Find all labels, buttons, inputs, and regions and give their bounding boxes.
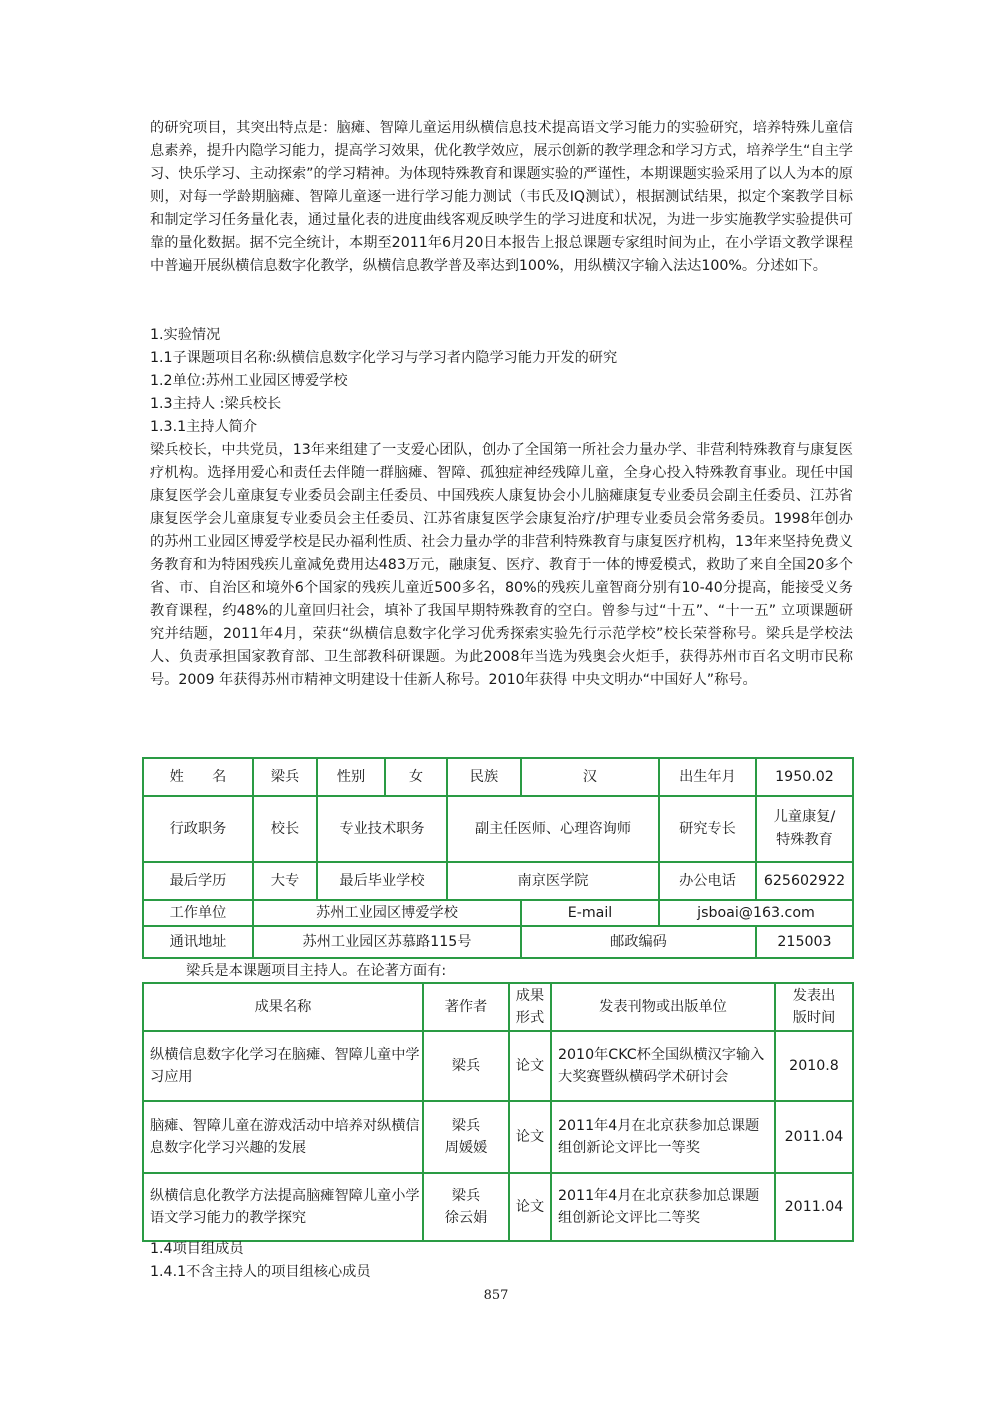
ethnicity-value: 汉 (521, 758, 659, 796)
work-time: 2011.04 (775, 1101, 853, 1173)
school-label: 最后毕业学校 (317, 862, 447, 900)
header-form-line-1: 成果 (515, 988, 545, 1004)
page-number: 857 (483, 1288, 509, 1303)
header-publisher: 发表刊物或出版单位 (551, 983, 775, 1031)
birth-value: 1950.02 (756, 758, 853, 796)
work-publisher: 2011年4月在北京获参加总课题组创新论文评比一等奖 (551, 1101, 775, 1173)
name-value: 梁兵 (253, 758, 317, 796)
specialty-line-2: 特殊教育 (776, 832, 833, 848)
works-intro: 梁兵是本课题项目主持人。在论著方面有: (186, 963, 447, 979)
school-value: 南京医学院 (447, 862, 659, 900)
work-form: 论文 (509, 1173, 551, 1241)
heading-1: 1.实验情况 (150, 327, 221, 343)
address-label: 通讯地址 (143, 926, 253, 958)
work-publisher: 2010年CKC杯全国纵横汉字输入大奖赛暨纵横码学术研讨会 (551, 1031, 775, 1101)
work-author (423, 1173, 509, 1241)
admin-value: 校长 (253, 796, 317, 862)
edu-value: 大专 (253, 862, 317, 900)
work-author (423, 1031, 509, 1101)
work-time: 2011.04 (775, 1173, 853, 1241)
work-author-line-1: 梁兵 (451, 1058, 481, 1074)
header-time-line-2: 版时间 (792, 1010, 836, 1026)
ethnicity-label: 民族 (447, 758, 521, 796)
phone-label: 办公电话 (659, 862, 756, 900)
specialty-value (756, 796, 853, 862)
tech-label: 专业技术职务 (317, 796, 447, 862)
work-title: 纵横信息数字化学习在脑瘫、智障儿童中学习应用 (143, 1031, 423, 1101)
header-time (775, 983, 853, 1031)
postcode-label: 邮政编码 (521, 926, 756, 958)
specialty-label: 研究专长 (659, 796, 756, 862)
email-label: E-mail (521, 900, 659, 926)
name-label: 姓 名 (143, 758, 253, 796)
heading-1-2: 1.2单位:苏州工业园区博爱学校 (150, 373, 348, 389)
heading-1-1: 1.1子课题项目名称:纵横信息数字化学习与学习者内隐学习能力开发的研究 (150, 350, 618, 366)
profile-table (142, 757, 854, 959)
bio-paragraph: 梁兵校长，中共党员，13年来组建了一支爱心团队，创办了全国第一所社会力量办学、非营利特殊教育与康复医疗机构。选择用爱心和责任去伴随一群脑瘫、智障、孤独症神经残障儿童，全身心投入特殊教育事业。现任中国康复医学会儿童康复专业委员会副主任委员、中国残疾人康复协会小儿脑瘫康复专业委员会副主任委员、江苏省康复医学会儿童康复专业委员会主任委员、江苏省康复医学会康复治疗/护理专业委员会常务委员。1998年创办的苏州工业园区博爱学校是民办福利性质、社会力量办学的非营利特殊教育与康复医疗机构，13年来坚持免费义务教育和为特困残疾儿童减免费用达483万元，融康复、医疗、教育于一体的博爱模式，救助了来自全国20多个省、市、自治区和境外6个国家的残疾儿童近500多名，80%的残疾儿童智商分别有10-40分提高，能接受义务教育课程，约48%的儿童回归社会，填补了我国早期特殊教育的空白。曾参与过“十五”、“十一五” 立项课题研究并结题，2011年4月，荣获“纵横信息数字化学习优秀探索实验先行示范学校”校长荣誉称号。梁兵是学校法人、负责承担国家教育部、卫生部教科研课题。为此2008年当选为残奥会火炬手，获得苏州市百名文明市民称号。2009 年获得苏州市精神文明建设十佳新人称号。2010年获得 中央文明办“中国好人”称号。 (150, 442, 853, 688)
work-title: 纵横信息化教学方法提高脑瘫智障儿童小学语文学习能力的教学探究 (143, 1173, 423, 1241)
heading-1-3: 1.3主持人 :梁兵校长 (150, 396, 282, 412)
postcode-value: 215003 (756, 926, 853, 958)
gender-label: 性别 (317, 758, 385, 796)
table-row (143, 1173, 853, 1241)
work-time: 2010.8 (775, 1031, 853, 1101)
work-label: 工作单位 (143, 900, 253, 926)
header-form (509, 983, 551, 1031)
tech-value: 副主任医师、心理咨询师 (447, 796, 659, 862)
birth-label: 出生年月 (659, 758, 756, 796)
work-author-line-1: 梁兵 (451, 1118, 481, 1134)
work-author-line-2: 周媛媛 (444, 1140, 488, 1156)
phone-value: 625602922 (756, 862, 853, 900)
work-publisher: 2011年4月在北京获参加总课题组创新论文评比二等奖 (551, 1173, 775, 1241)
work-form: 论文 (509, 1101, 551, 1173)
gender-value: 女 (385, 758, 447, 796)
address-value: 苏州工业园区苏慕路115号 (253, 926, 521, 958)
specialty-line-1: 儿童康复/ (773, 809, 836, 825)
work-author-line-1: 梁兵 (451, 1188, 481, 1204)
work-author (423, 1101, 509, 1173)
table-row (143, 1101, 853, 1173)
header-time-line-1: 发表出 (792, 988, 836, 1004)
edu-label: 最后学历 (143, 862, 253, 900)
work-author-line-2: 徐云娟 (444, 1210, 488, 1226)
header-title: 成果名称 (143, 983, 423, 1031)
heading-1-4-1: 1.4.1不含主持人的项目组核心成员 (150, 1264, 371, 1280)
work-value: 苏州工业园区博爱学校 (253, 900, 521, 926)
works-table (142, 982, 854, 1242)
table-row (143, 1031, 853, 1101)
heading-1-3-1: 1.3.1主持人简介 (150, 419, 258, 435)
email-value: jsboai@163.com (659, 900, 853, 926)
header-form-line-2: 形式 (515, 1010, 545, 1026)
header-author: 著作者 (423, 983, 509, 1031)
work-form: 论文 (509, 1031, 551, 1101)
admin-label: 行政职务 (143, 796, 253, 862)
intro-paragraph: 的研究项目，其突出特点是：脑瘫、智障儿童运用纵横信息技术提高语文学习能力的实验研究，培养特殊儿童信息素养，提升内隐学习能力，提高学习效果，优化教学效应，展示创新的教学理念和学习方式，培养学生“自主学习、快乐学习、主动探索”的学习精神。为体现特殊教育和课题实验的严谨性，本期课题实验采用了以人为本的原则，对每一学龄期脑瘫、智障儿童逐一进行学习能力测试（韦氏及IQ测试），根据测试结果，拟定个案教学目标和制定学习任务量化表，通过量化表的进度曲线客观反映学生的学习进度和状况，为进一步实施教学实验提供可靠的量化数据。据不完全统计，本期至2011年6月20日本报告上报总课题专家组时间为止，在小学语文教学课程中普遍开展纵横信息数字化教学，纵横信息教学普及率达到100%，用纵横汉字输入法达100%。分述如下。 (150, 120, 853, 274)
work-title: 脑瘫、智障儿童在游戏活动中培养对纵横信息数字化学习兴趣的发展 (143, 1101, 423, 1173)
heading-1-4: 1.4项目组成员 (150, 1241, 244, 1257)
